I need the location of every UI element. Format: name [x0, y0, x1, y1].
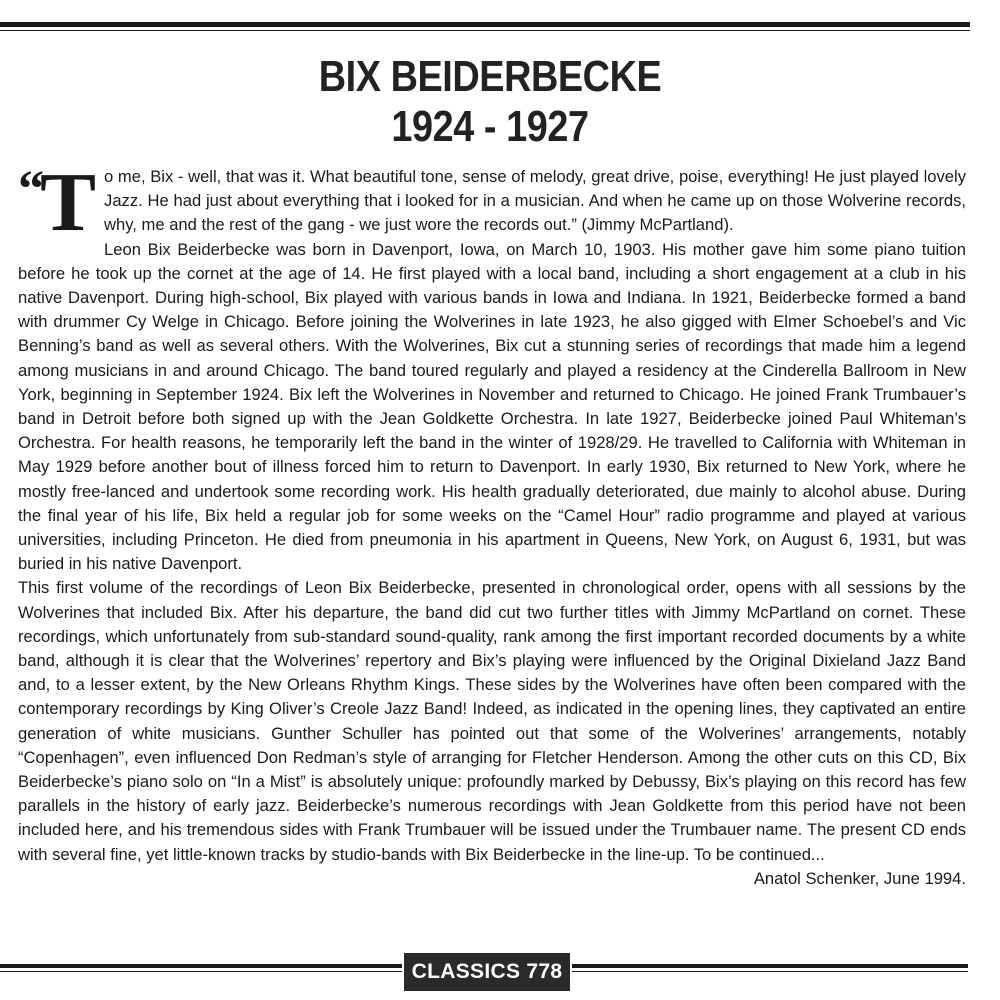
opening-quote	[18, 156, 966, 249]
footer-rule-left	[0, 964, 402, 978]
title-line-2: 1924 - 1927	[391, 102, 589, 151]
title-line-1: BIX BEIDERBECKE	[318, 52, 662, 101]
liner-notes-body	[18, 156, 966, 891]
footer-rule-right-thick	[572, 964, 968, 968]
quote-text: o me, Bix - well, that was it. What beautiful tone, sense of melody, great drive, poise, everything! He just played lovely Jazz. He had just about everything that i looked for in a musician. And when he came up on those Wolverine records, why, me and the rest of the gang - we just wore the records out.” (Jimmy McPartland).	[104, 167, 966, 235]
biography-paragraph: Leon Bix Beiderbecke was born in Davenport, Iowa, on March 10, 1903. His mother gave him some piano tuition before he took up the cornet at the age of 14. He first played with a local band, including a short engagement at a club in his native Davenport. During high-school, Bix played with various bands in Iowa and Indiana. In 1921, Beiderbecke formed a band with drummer Cy Welge in Chicago. Before joining the Wolverines in late 1923, he also gigged with Elmer Schoebel’s and Vic Benning’s band as well as several others. With the Wolverines, Bix cut a stunning series of recordings that made him a legend among musicians in and around Chicago. The band toured regularly and played a residency at the Cinderella Ballroom in New York, beginning in September 1924. Bix left the Wolverines in November and returned to Chicago. He joined Frank Trumbauer’s band in Detroit before both signed up with the Jean Goldkette Orchestra. In late 1927, Beiderbecke joined Paul Whiteman’s Orchestra. For health reasons, he temporarily left the band in the winter of 1928/29. He travelled to California with Whiteman in May 1929 before another bout of illness forced him to return to Davenport. In early 1930, Bix returned to New York, where he mostly free-lanced and undertook some recording work. His health gradually deteriorated, due mainly to alcohol abuse. During the final year of his life, Bix held a regular job for some weeks on the “Camel Hour” radio programme and played at various universities, including Princeton. He died from pneumonia in his apartment in Queens, New York, on August 6, 1931, but was buried in his native Davenport.	[18, 239, 966, 574]
footer-rule-right	[572, 964, 968, 978]
footer-rule-left-thin	[0, 971, 402, 972]
footer	[0, 953, 980, 993]
drop-cap-letter: T	[40, 156, 97, 249]
drop-cap	[18, 156, 97, 249]
catalog-badge: CLASSICS 778	[404, 953, 570, 991]
recordings-paragraph: This first volume of the recordings of Leon Bix Beiderbecke, presented in chronological order, opens with all sessions by the Wolverines that included Bix. After his departure, the band did cut two further titles with Jimmy McPartland on cornet. These recordings, which unfortunately from sub-standard sound-quality, rank among the first important recorded documents by a white band, although it is clear that the Wolverines’ repertory and Bix’s playing were influenced by the Original Dixieland Jazz Band and, to a lesser extent, by the New Orleans Rhythm Kings. These sides by the Wolverines have often been compared with the contemporary recordings by King Oliver’s Creole Jazz Band! Indeed, as indicated in the opening lines, they captivated an entire generation of white musicians. Gunther Schuller has pointed out that some of the Wolverines’ arrangements, notably “Copenhagen”, even influenced Don Redman’s style of arranging for Fletcher Henderson. Among the other cuts on this CD, Bix Beiderbecke’s piano solo on “In a Mist” is absolutely unique: profoundly marked by Debussy, Bix’s playing on this record has few parallels in the history of early jazz. Beiderbecke’s numerous recordings with Jean Goldkette from this period have not been included here, and his tremendous sides with Frank Trumbauer will be issued under the Trumbauer name. The present CD ends with several fine, yet little-known tracks by studio-bands with Bix Beiderbecke in the line-up. To be continued...	[18, 578, 966, 864]
page-title	[69, 52, 912, 152]
author-signature: Anatol Schenker, June 1994.	[753, 868, 966, 888]
quote-mark: “	[18, 161, 40, 218]
footer-rule-left-thick	[0, 964, 402, 968]
top-rule-thick	[0, 22, 970, 27]
footer-rule-right-thin	[572, 971, 968, 972]
top-rule	[0, 22, 970, 31]
top-rule-thin	[0, 30, 970, 31]
